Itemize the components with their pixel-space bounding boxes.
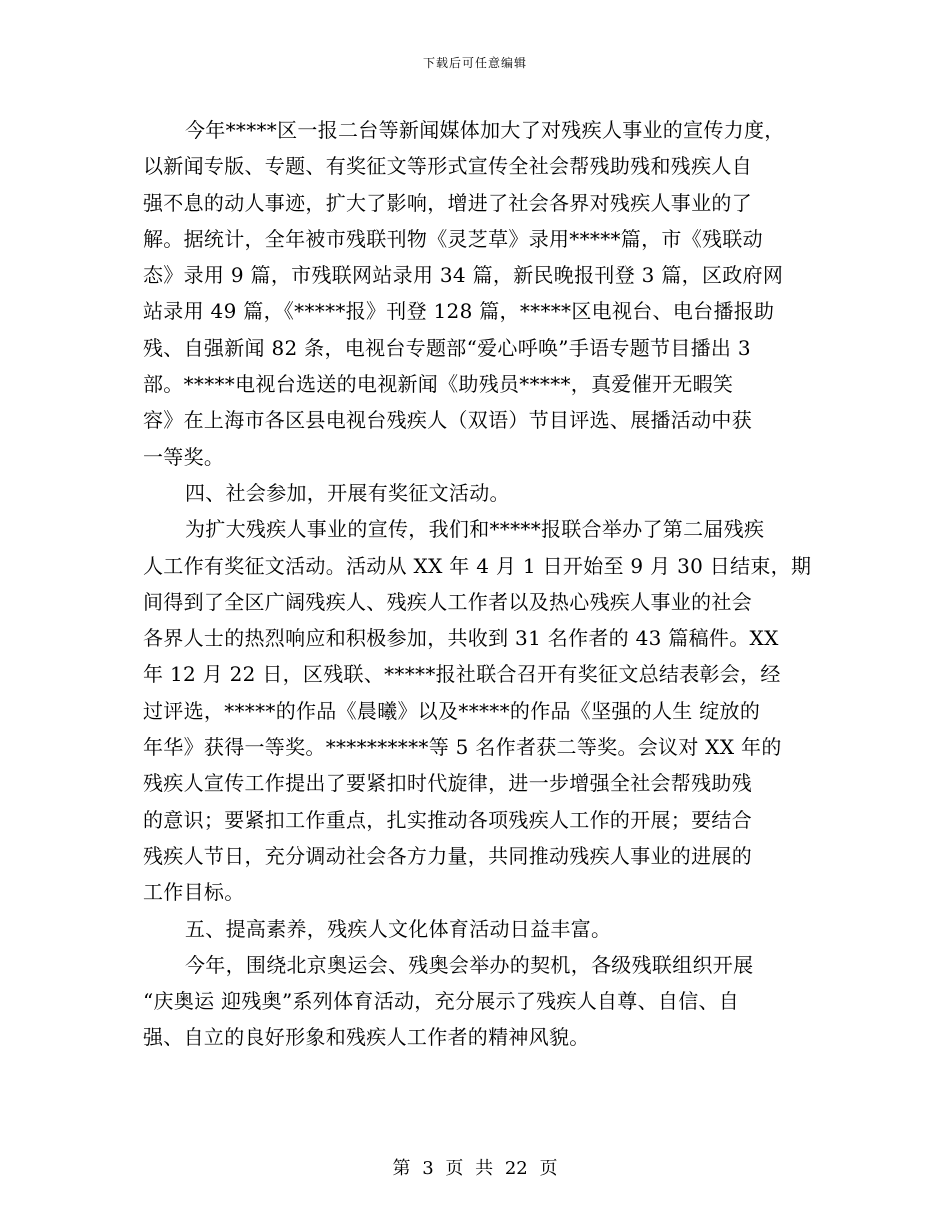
text-line: 各界人士的热烈响应和积极参加，共收到 31 名作者的 43 篇稿件。XX: [143, 626, 779, 651]
text-line: 年 12 月 22 日，区残联、*****报社联合召开有奖征文总结表彰会，经: [143, 662, 781, 687]
text-line: 态》录用 9 篇，市残联网站录用 34 篇，新民晚报刊登 3 篇，区政府网: [143, 263, 784, 288]
text-line: 强、自立的良好形象和残疾人工作者的精神风貌。: [143, 1025, 590, 1050]
text-line: 容》在上海市各区县电视台残疾人（双语）节目评选、展播活动中获: [143, 408, 752, 433]
text-line: “庆奥运 迎残奥”系列体育活动，充分展示了残疾人自尊、自信、自: [143, 989, 740, 1014]
text-line: 以新闻专版、专题、有奖征文等形式宣传全社会帮残助残和残疾人自: [143, 154, 752, 179]
text-line: 的意识；要紧扣工作重点，扎实推动各项残疾人工作的开展；要结合: [143, 807, 752, 832]
text-line: 人工作有奖征文活动。活动从 XX 年 4 月 1 日开始至 9 月 30 日结束，期: [143, 553, 812, 578]
text-line: 年华》获得一等奖。**********等 5 名作者获二等奖。会议对 XX 年的: [143, 735, 782, 760]
text-line: 部。*****电视台选送的电视新闻《助残员*****，真爱催开无暇笑: [143, 372, 734, 397]
text-line: 站录用 49 篇，《*****报》刊登 128 篇，*****区电视台、电台播报助: [143, 299, 775, 324]
text-line: 强不息的动人事迹，扩大了影响，增进了社会各界对残疾人事业的了: [143, 190, 752, 215]
text-line: 今年*****区一报二台等新闻媒体加大了对残疾人事业的宣传力度，: [185, 118, 785, 142]
text-line: 工作目标。: [143, 880, 245, 905]
text-line: 为扩大残疾人事业的宣传，我们和*****报联合举办了第二届残疾: [185, 517, 765, 542]
text-line: 间得到了全区广阔残疾人、残疾人工作者以及热心残疾人事业的社会: [143, 589, 752, 614]
text-line: 一等奖。: [143, 444, 225, 469]
page-footer: 第 3 页 共 22 页: [392, 1158, 558, 1179]
text-line: 今年，围绕北京奥运会、残奥会举办的契机，各级残联组织开展: [185, 952, 754, 977]
text-line: 解。据统计，全年被市残联刊物《灵芝草》录用*****篇，市《残联动: [143, 226, 763, 251]
text-line: 过评选，*****的作品《晨曦》以及*****的作品《坚强的人生 绽放的: [143, 698, 761, 723]
text-line: 残、自强新闻 82 条，电视台专题部“爱心呼唤”手语专题节目播出 3: [143, 335, 751, 360]
page-header: 下载后可任意编辑: [422, 56, 527, 70]
text-line: 残疾人宣传工作提出了要紧扣时代旋律，进一步增强全社会帮残助残: [143, 771, 752, 796]
section-heading: 五、提高素养，残疾人文化体育活动日益丰富。: [185, 916, 612, 941]
section-heading: 四、社会参加，开展有奖征文活动。: [185, 480, 510, 505]
document-body: [143, 112, 813, 1056]
text-line: 残疾人节日，充分调动社会各方力量，共同推动残疾人事业的进展的: [143, 843, 752, 868]
